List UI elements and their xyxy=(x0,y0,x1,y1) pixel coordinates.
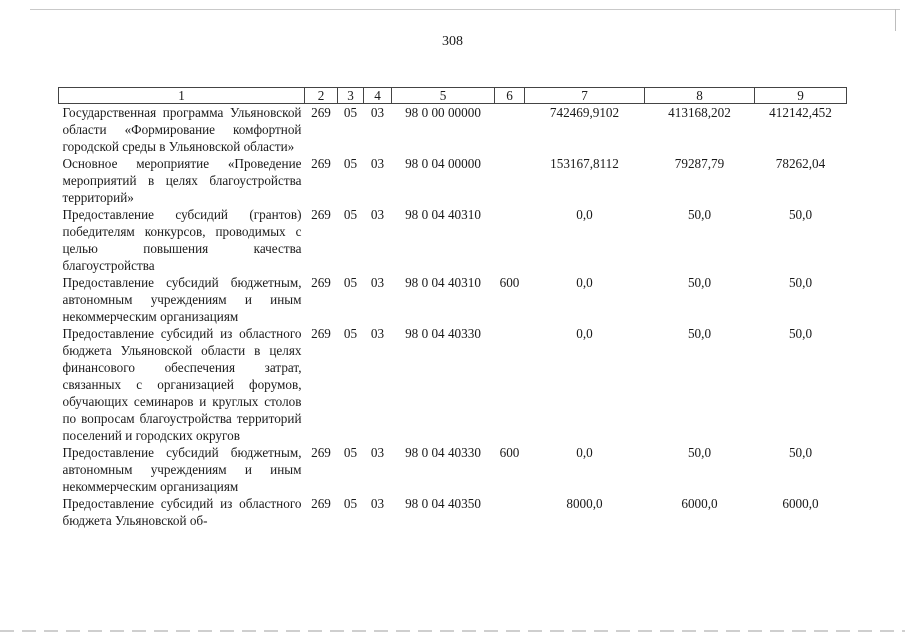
row-expense-type xyxy=(495,155,525,206)
row-amount-7: 0,0 xyxy=(576,275,593,290)
row-subsection: 03 xyxy=(370,326,385,341)
row-amount-8: 50,0 xyxy=(687,275,712,290)
header-col-8: 8 xyxy=(645,88,755,104)
row-section: 05 xyxy=(343,326,358,341)
table-row xyxy=(59,325,847,444)
row-expense-type xyxy=(495,104,525,156)
row-subsection: 03 xyxy=(370,496,385,511)
row-amount-7: 0,0 xyxy=(576,326,593,341)
row-section: 05 xyxy=(343,156,358,171)
row-subsection: 03 xyxy=(370,275,385,290)
header-col-6: 6 xyxy=(495,88,525,104)
scan-edge-right xyxy=(895,9,896,31)
row-name: Предоставление субсидий из областного бюджета Ульяновской области в целях финансового обеспечения затрат, связанных с организацией форумов, обучающих семинаров и круглых столов по вопросам благоустройства территорий поселений и городских округов xyxy=(62,326,302,443)
row-amount-8: 50,0 xyxy=(687,445,712,460)
row-name: Основное мероприятие «Проведение мероприятий в целях благоустройства территорий» xyxy=(62,156,302,205)
row-section: 05 xyxy=(343,207,358,222)
row-expense-type: 600 xyxy=(499,445,520,460)
row-name: Государственная программа Ульяновской области «Формирование комфортной городской среды в Ульяновской области» xyxy=(62,105,302,154)
table-header-row xyxy=(59,88,847,104)
row-target-article: 98 0 04 40310 xyxy=(405,207,481,222)
row-expense-type: 600 xyxy=(499,275,520,290)
row-admin-code: 269 xyxy=(311,326,331,341)
row-expense-type xyxy=(495,325,525,444)
row-name: Предоставление субсидий (грантов) победителям конкурсов, проводимых с целью повышения качества благоустройства xyxy=(62,207,302,273)
table-row xyxy=(59,155,847,206)
row-name: Предоставление субсидий из областного бюджета Ульяновской об- xyxy=(62,496,302,528)
header-col-4: 4 xyxy=(364,88,392,104)
table-row xyxy=(59,444,847,495)
row-section: 05 xyxy=(343,496,358,511)
row-admin-code: 269 xyxy=(311,105,331,120)
scan-edge-top xyxy=(30,9,900,10)
table-row xyxy=(59,104,847,156)
row-amount-8: 79287,79 xyxy=(674,156,725,171)
row-amount-9: 78262,04 xyxy=(775,156,826,171)
table-row xyxy=(59,206,847,274)
row-target-article: 98 0 04 40330 xyxy=(405,445,481,460)
row-amount-8: 50,0 xyxy=(687,207,712,222)
header-col-1: 1 xyxy=(59,88,305,104)
header-col-2: 2 xyxy=(305,88,338,104)
row-target-article: 98 0 04 40330 xyxy=(405,326,481,341)
row-amount-9: 50,0 xyxy=(788,326,813,341)
row-amount-9: 50,0 xyxy=(788,275,813,290)
header-col-7: 7 xyxy=(525,88,645,104)
row-section: 05 xyxy=(343,105,358,120)
row-amount-7: 153167,8112 xyxy=(550,156,619,171)
row-admin-code: 269 xyxy=(311,156,331,171)
row-section: 05 xyxy=(343,445,358,460)
row-amount-9: 50,0 xyxy=(788,445,813,460)
table-row xyxy=(59,495,847,529)
row-admin-code: 269 xyxy=(311,275,331,290)
header-col-3: 3 xyxy=(338,88,364,104)
row-subsection: 03 xyxy=(370,207,385,222)
row-amount-7: 742469,9102 xyxy=(549,105,620,120)
row-amount-9: 6000,0 xyxy=(782,496,819,511)
row-amount-7: 0,0 xyxy=(576,207,593,222)
row-amount-9: 50,0 xyxy=(788,207,813,222)
row-target-article: 98 0 04 40350 xyxy=(405,496,481,511)
row-expense-type xyxy=(495,206,525,274)
row-amount-8: 413168,202 xyxy=(668,105,731,120)
row-admin-code: 269 xyxy=(311,445,331,460)
scan-edge-bottom xyxy=(0,630,905,632)
row-expense-type xyxy=(495,495,525,529)
row-subsection: 03 xyxy=(370,105,385,120)
row-amount-8: 50,0 xyxy=(687,326,712,341)
row-target-article: 98 0 00 00000 xyxy=(405,105,481,120)
page-number: 308 xyxy=(442,34,463,49)
row-amount-7: 0,0 xyxy=(576,445,593,460)
row-target-article: 98 0 04 00000 xyxy=(405,156,481,171)
header-col-5: 5 xyxy=(392,88,495,104)
row-section: 05 xyxy=(343,275,358,290)
row-amount-8: 6000,0 xyxy=(681,496,718,511)
row-name: Предоставление субсидий бюджетным, автономным учреждениям и иным некоммерческим организациям xyxy=(62,445,302,494)
header-col-9: 9 xyxy=(755,88,847,104)
row-subsection: 03 xyxy=(370,156,385,171)
row-admin-code: 269 xyxy=(311,207,331,222)
row-target-article: 98 0 04 40310 xyxy=(405,275,481,290)
table-row xyxy=(59,274,847,325)
budget-table xyxy=(58,87,847,529)
row-name: Предоставление субсидий бюджетным, автономным учреждениям и иным некоммерческим организациям xyxy=(62,275,302,324)
row-amount-7: 8000,0 xyxy=(566,496,603,511)
row-admin-code: 269 xyxy=(311,496,331,511)
row-subsection: 03 xyxy=(370,445,385,460)
row-amount-9: 412142,452 xyxy=(769,105,832,120)
